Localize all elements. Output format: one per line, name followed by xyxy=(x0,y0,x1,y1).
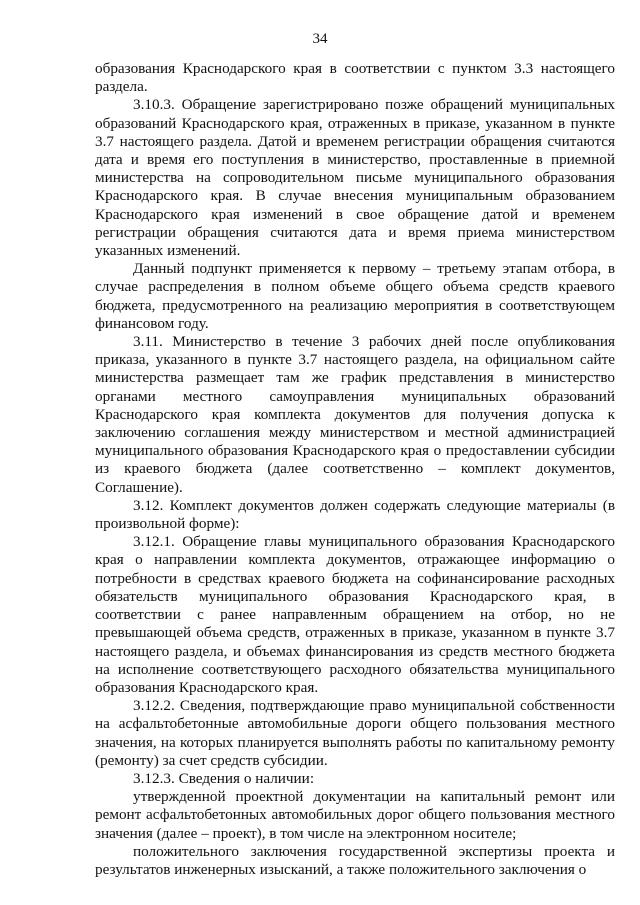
paragraph-3-12-3: 3.12.3. Сведения о наличии: xyxy=(133,769,315,787)
paragraph-3-12-2: 3.12.2. Сведения, подтверждающие право муниципальной собственности на асфальтобетонные автомобильные дороги общего пользования местного значения, на которых планируется выполнять работы по капитальному ремонту (ремонту) за счет средств субсидии. xyxy=(95,697,615,769)
paragraph-project-docs: утвержденной проектной документации на капитальный ремонт или ремонт асфальтобетонных автомобильных дорог общего пользования местного значения (далее – проект), в том числе на электронном носителе; xyxy=(95,788,615,842)
document-body xyxy=(95,60,615,879)
paragraph-3-11: 3.11. Министерство в течение 3 рабочих дней после опубликования приказа, указанного в пункте 3.7 настоящего раздела, на официальном сайте министерства размещает там же график представления в министерство органами местного самоуправления муниципальных образований Краснодарского края комплекта документов для получения допуска к заключению соглашения между министерством и местной администрацией муниципального образования Краснодарского края о предоставлении субсидии из краевого бюджета (далее соответственно – комплект документов, Соглашение). xyxy=(95,333,615,496)
paragraph-expertise: положительного заключения государственной экспертизы проекта и результатов инженерных изысканий, а также положительного заключения о xyxy=(95,842,615,878)
paragraph-3-10-3: 3.10.3. Обращение зарегистрировано позже обращений муниципальных образований Краснодарского края, отраженных в приказе, указанном в пункте 3.7 настоящего раздела. Датой и временем регистрации обращения считаются дата и время его поступления в министерство, проставленные в приемной министерства на сопроводительном письме муниципального образования Краснодарского края. В случае внесения муниципальным образованием Краснодарского края изменений в свое обращение датой и временем регистрации обращения считаются дата и время приема министерством указанных изменений. xyxy=(95,96,615,260)
paragraph-3-12: 3.12. Комплект документов должен содержать следующие материалы (в произвольной форме): xyxy=(95,496,615,533)
paragraph-3-12-1: 3.12.1. Обращение главы муниципального образования Краснодарского края о направлении комплекта документов, отражающее информацию о потребности в средствах краевого бюджета на софинансирование расходных обязательств муниципального образования Краснодарского края, в соответствии с ранее направленным обращением на отбор, но не превышающей объема средств, отраженных в приказе, указанном в пункте 3.7 настоящего раздела, и объемах финансирования из средств местного бюджета на исполнение соответствующего расходного обязательства муниципального образования Краснодарского края. xyxy=(95,533,615,696)
paragraph-continuation: образования Краснодарского края в соответствии с пунктом 3.3 настоящего раздела. xyxy=(95,60,615,96)
page-number: 34 xyxy=(312,31,328,47)
paragraph-subpoint-note: Данный подпункт применяется к первому – третьему этапам отбора, в случае распределения в полном объеме общего объема средств краевого бюджета, предусмотренного на реализацию мероприятия в соответствующем финансовом году. xyxy=(95,260,615,332)
